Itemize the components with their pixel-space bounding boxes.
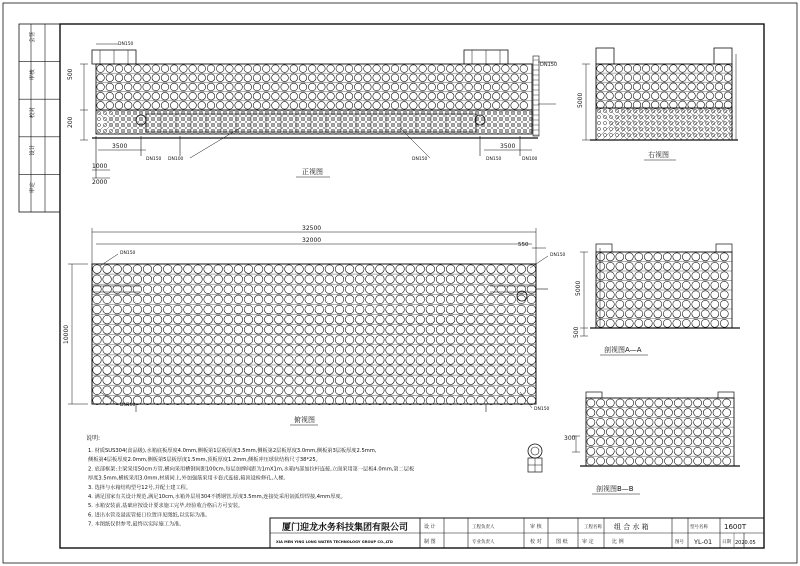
front-dim-dn150: DN150 xyxy=(540,62,558,68)
top-dim-32500: 32500 xyxy=(302,225,322,232)
tb-proj-lead-label: 工程负责人 xyxy=(472,525,495,530)
side-strip-label: 审核 xyxy=(30,69,36,81)
front-tag-1: DN150 xyxy=(118,42,134,47)
section-aa-pattern xyxy=(596,252,732,327)
notes-heading: 说明: xyxy=(86,435,101,442)
section-a-a xyxy=(573,244,740,355)
tb-company-cn: 厦门迎龙水务科技集团有限公司 xyxy=(282,523,409,533)
note-line: 3. 选择与水箱结构型号12号,并配土建工程。 xyxy=(88,484,192,491)
front-dim-500: 500 xyxy=(67,68,74,80)
front-tag-3: DN100 xyxy=(168,157,184,162)
front-dim-200: 200 xyxy=(67,116,74,128)
front-tag-2: DN150 xyxy=(146,157,162,162)
aa-dim-5000: 5000 xyxy=(575,280,582,296)
side-strip-grid xyxy=(19,62,60,175)
side-strip-label: 审定 xyxy=(30,182,36,194)
tb-pro-lead-label: 专业负责人 xyxy=(472,540,495,545)
front-dim-3500-right: 3500 xyxy=(500,143,516,150)
note-line: 2. 底部框架:主梁采用50cm方管,横向采用槽钢间距100cm,每层加撑间距为1mX1m,水箱内部加拉杆连接,立面采用第一层板4.0mm,第二层板 xyxy=(88,466,415,473)
tb-drawing-name: 组 合 水 箱 xyxy=(614,523,649,531)
front-view-title: 正视图 xyxy=(302,168,323,176)
top-tag-4: DN150 xyxy=(534,407,550,412)
side-view-title: 右视图 xyxy=(648,151,669,159)
section-bb-title: 剖视图B—B xyxy=(596,485,634,493)
tb-draw-label: 制 图 xyxy=(424,539,436,545)
front-tag-6: DN100 xyxy=(522,157,538,162)
side-strip-label: 设计 xyxy=(30,144,36,156)
top-panel-pattern xyxy=(92,264,536,405)
section-bb-pattern xyxy=(586,398,734,465)
front-tag-4: DN150 xyxy=(412,157,428,162)
front-base-lattice xyxy=(96,110,533,134)
note-line: 1. 材质SUS304(食品级),水箱底板厚度4.0mm,侧板第1层板厚度3.5mm,侧板第2层板厚度3.0mm,侧板第3层板厚度2.5mm, xyxy=(88,448,377,454)
section-b-b xyxy=(564,392,740,494)
side-view xyxy=(577,48,738,160)
tb-project-label: 工程名称 xyxy=(584,525,602,530)
note-line: 厚度3.5mm,横板采用3.0mm,材质同上,外加强筋采用卡套式连接,箱顶设检修孔,人梯。 xyxy=(88,475,289,482)
top-view-title: 俯视图 xyxy=(294,416,315,424)
title-block xyxy=(270,518,764,548)
front-ladder xyxy=(533,56,539,136)
side-strip-label: 会签 xyxy=(30,31,36,43)
bb-dim-300: 300 xyxy=(564,435,576,442)
notes-block xyxy=(86,434,415,528)
tb-approve-label: 审 定 xyxy=(582,539,594,545)
top-tag-1: DN150 xyxy=(120,251,136,256)
side-panel-pattern xyxy=(596,64,732,109)
top-tag-2: DN100 xyxy=(120,403,136,408)
front-dim-3500-left: 3500 xyxy=(112,143,128,150)
aa-dim-500: 500 xyxy=(573,326,580,338)
tb-date-label: 日期 xyxy=(722,540,731,545)
side-title-strip xyxy=(19,24,60,212)
note-line: 6. 进出水管及溢流管接口位置详见图纸,以实际为准。 xyxy=(88,512,211,519)
tb-model-value: 1600T xyxy=(724,523,747,531)
detail-symbol xyxy=(528,444,542,472)
note-line: 7. 本图纸仅供参考,最终以实际施工为准。 xyxy=(88,521,185,528)
section-aa-title: 剖视图A—A xyxy=(604,346,642,354)
top-dim-10000: 10000 xyxy=(63,324,70,344)
top-dim-32000: 32000 xyxy=(302,237,322,244)
side-dim-5000: 5000 xyxy=(577,92,584,108)
front-ladder-rungs xyxy=(533,60,539,135)
tb-drawing-no-label: 图号 xyxy=(675,540,684,545)
tb-drawing-no-value: YL-01 xyxy=(694,538,713,546)
front-view xyxy=(67,41,557,186)
tb-design-label: 设 计 xyxy=(424,524,436,530)
front-dim-1000: 1000 xyxy=(92,163,108,170)
tb-review-label: 审 核 xyxy=(530,524,542,530)
tb-company-en: XIA MEN YING LONG WATER TECHNOLOGY GROUP CO.,LTD xyxy=(276,540,393,544)
tb-model-label: 型号名称 xyxy=(690,525,708,530)
top-dim-550: 550 xyxy=(518,242,529,248)
note-line: 5. 水箱安装前,基础应按设计要求施工完毕,经验收合格后方可安装。 xyxy=(88,503,244,510)
front-tag-5: DN150 xyxy=(486,157,502,162)
top-view xyxy=(63,225,566,425)
front-panel-pattern xyxy=(96,64,532,109)
side-base-lattice xyxy=(596,108,733,140)
top-tag-3: DN150 xyxy=(550,253,566,258)
front-dim-2000: 2000 xyxy=(92,179,108,186)
tb-drawing-label: 图 纸 xyxy=(556,539,568,545)
notes-lines xyxy=(88,446,415,528)
tb-check-label: 校 对 xyxy=(530,539,542,545)
tb-scale-label: 比 例 xyxy=(612,539,624,545)
note-line: 侧板第4层板厚度2.0mm,侧板第5层板厚度1.5mm,顶板厚度1.2mm,侧板冲压球状结构尺寸38*25。 xyxy=(88,457,321,464)
tb-date-value: 2020.05 xyxy=(735,540,756,546)
side-strip-label: 校对 xyxy=(30,106,36,118)
note-line: 4. 满足国家有关设计规范,满足10cm,水箱外层用304不锈钢管,厚度3.5mm,连接处采用氩弧焊焊接,4mm厚度。 xyxy=(88,494,346,500)
